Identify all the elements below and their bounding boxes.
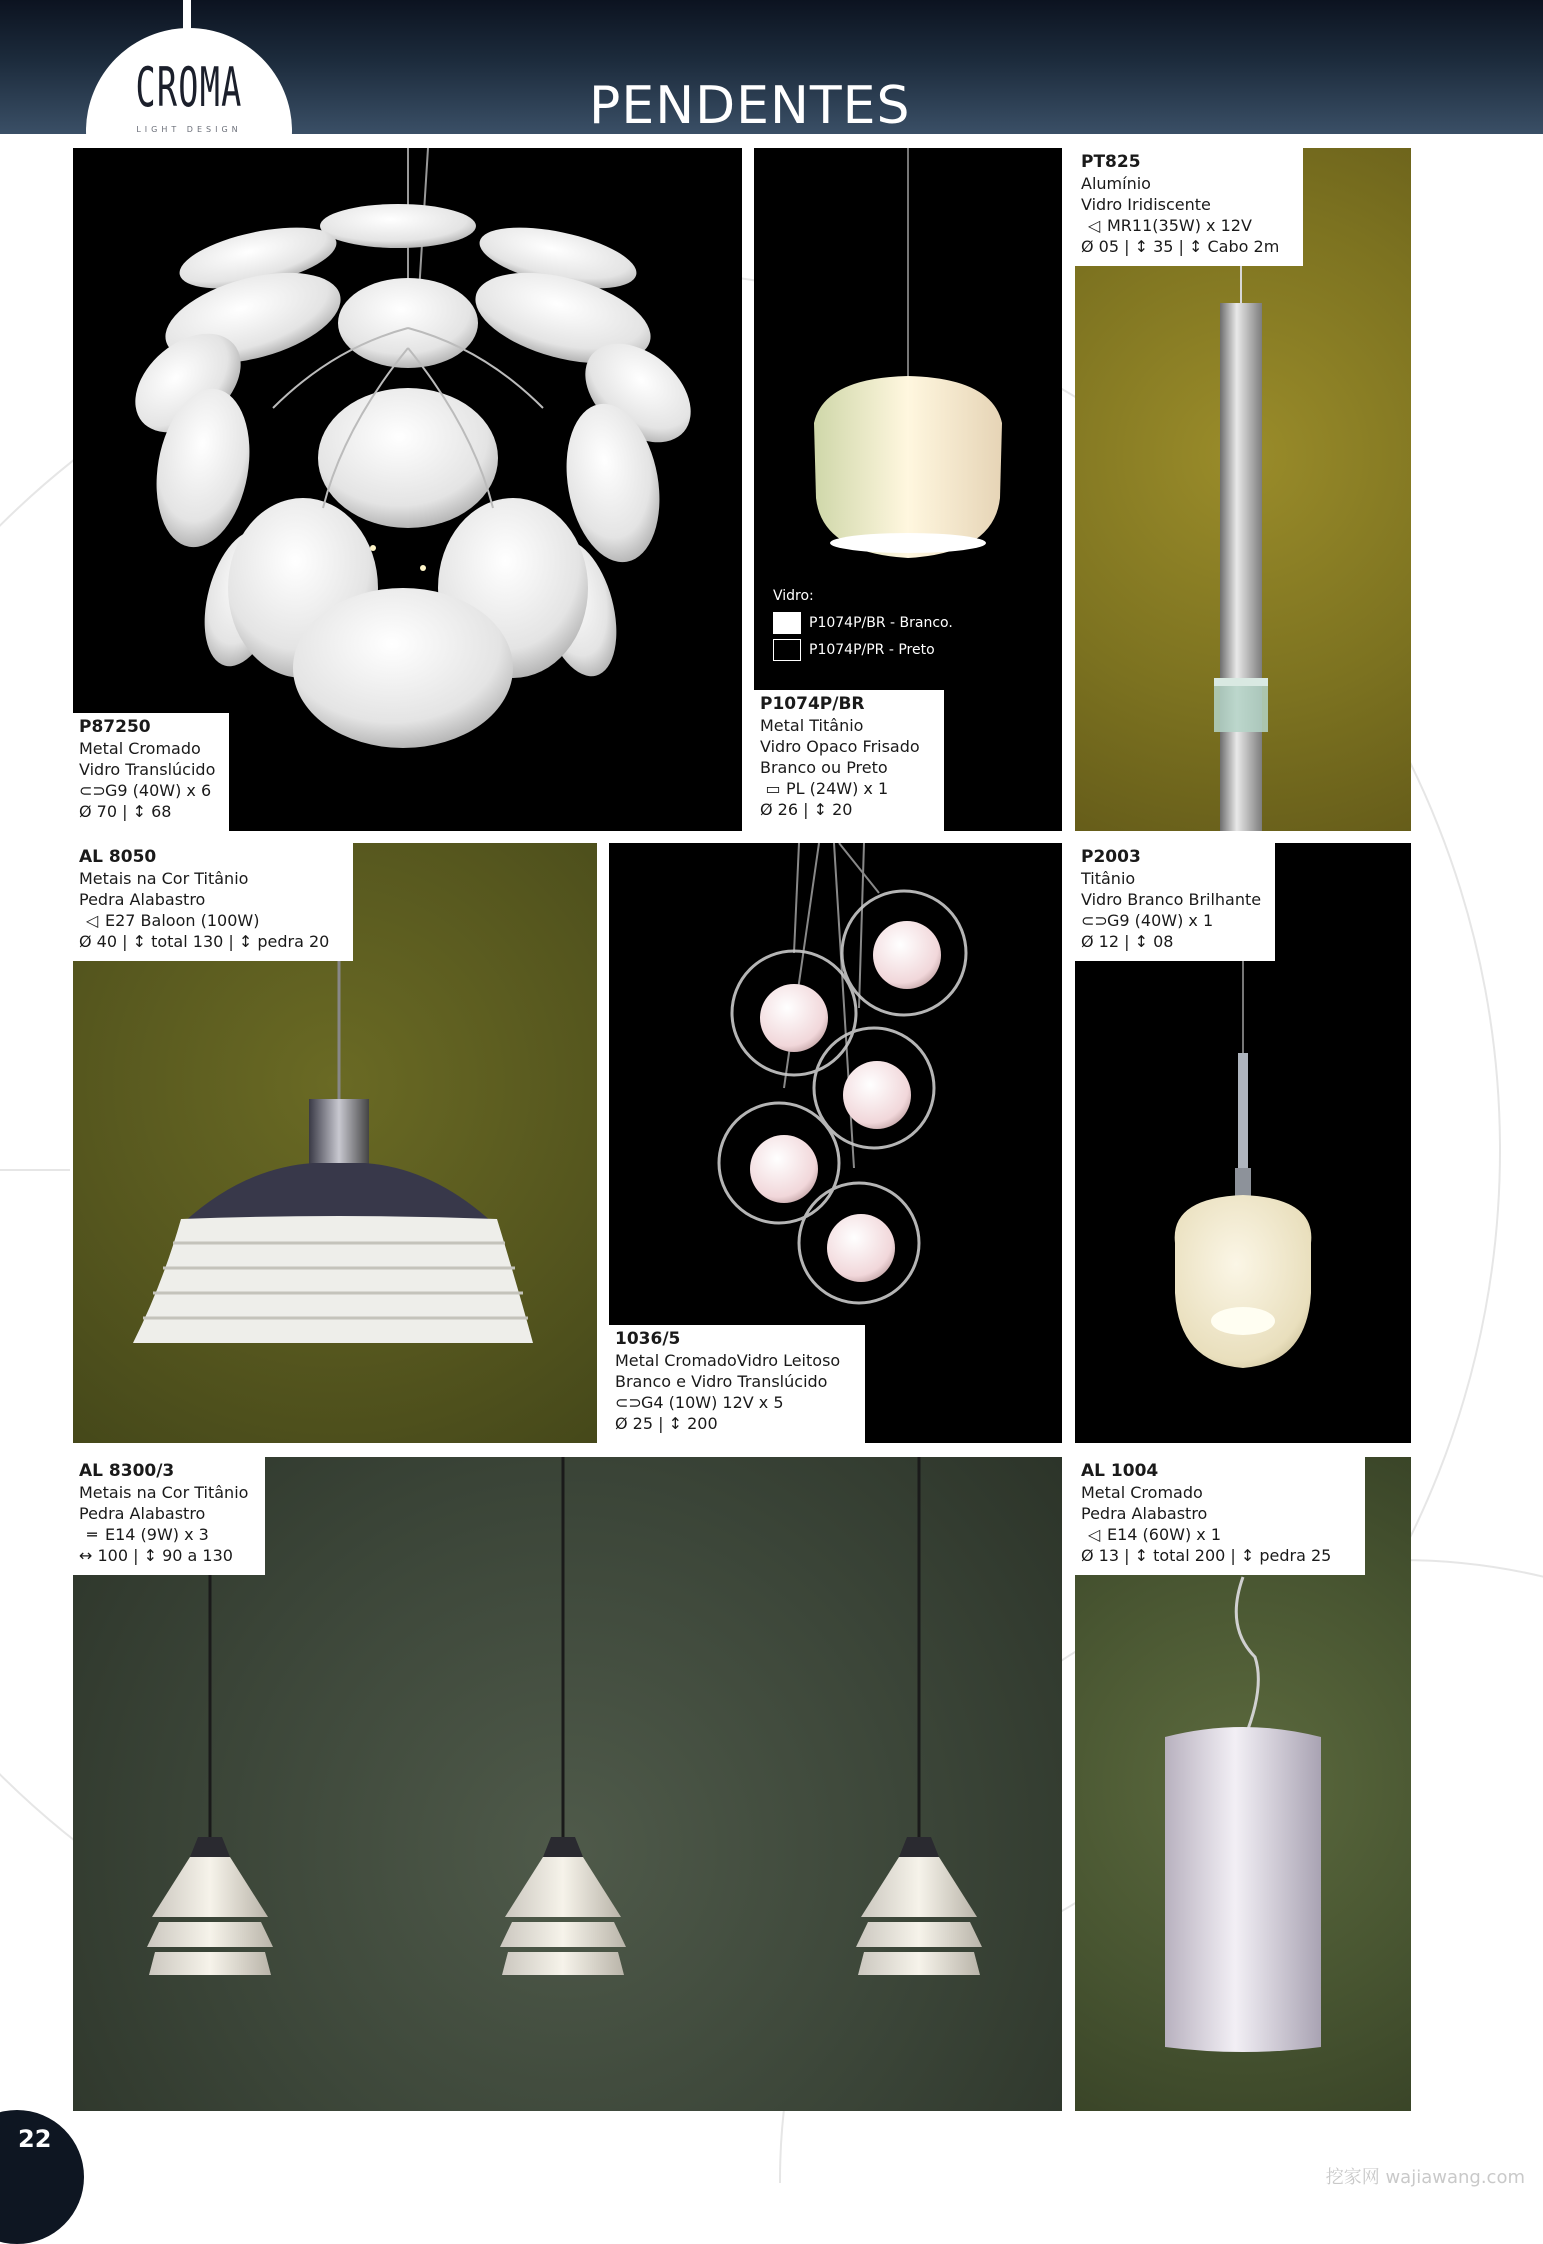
material-line: Vidro Opaco Frisado [760,737,920,756]
dimension-spec: Ø 13 | ↕ total 200 | ↕ pedra 25 [1081,1546,1332,1565]
material-line: Vidro Translúcido [79,760,216,779]
product-code: P1074P/BR [760,694,865,714]
spec-p1074p [754,690,944,831]
lamp-spec: G9 (40W) x 6 [105,781,212,800]
page-title: PENDENTES [589,76,911,136]
bulb-icon: ◁ [85,911,99,930]
vidro-title: Vidro: [773,588,814,604]
spec-p87250 [73,713,229,831]
lamp-spec: MR11(35W) x 12V [1107,216,1252,235]
dimension-spec: Ø 40 | ↕ total 130 | ↕ pedra 20 [79,932,330,951]
material-line: Pedra Alabastro [79,890,206,909]
material-line: Branco ou Preto [760,758,888,777]
reflector-icon: ◁ [1087,216,1101,235]
spec-1036-5 [609,1325,865,1443]
lamp-spec: PL (24W) x 1 [786,779,889,798]
product-code: P87250 [79,717,151,737]
material-line: Metal Titânio [760,716,864,735]
swatch-black [773,639,801,661]
vidro-option: P1074P/BR - Branco. [809,615,953,631]
lamp-spec: G4 (10W) 12V x 5 [641,1393,784,1412]
product-code: PT825 [1081,152,1141,172]
product-code: AL 8300/3 [79,1461,175,1481]
vidro-option: P1074P/PR - Preto [809,642,935,658]
dimension-spec: Ø 05 | ↕ 35 | ↕ Cabo 2m [1081,237,1280,256]
bi-pin-icon: ⊂⊃ [615,1393,642,1412]
brand-tagline: LIGHT DESIGN [136,125,242,134]
product-code: P2003 [1081,847,1141,867]
dimension-spec: Ø 12 | ↕ 08 [1081,932,1174,951]
material-line: Pedra Alabastro [1081,1504,1208,1523]
lamp-spec: E14 (9W) x 3 [105,1525,209,1544]
spec-p2003 [1075,843,1275,961]
lamp-spec: G9 (40W) x 1 [1107,911,1214,930]
spec-pt825 [1075,148,1303,266]
bi-pin-icon: ⊂⊃ [1081,911,1108,930]
dimension-spec: Ø 25 | ↕ 200 [615,1414,718,1433]
brand-logo: CROMA [135,56,243,119]
tube-lamp-icon: ▭ [765,779,781,798]
bi-pin-icon: ⊂⊃ [79,781,106,800]
spec-al1004 [1075,1457,1365,1575]
product-code: 1036/5 [615,1329,681,1349]
material-line: Titânio [1081,869,1136,888]
watermark: 挖家网 wajiawang.com [1325,2167,1525,2188]
dimension-spec: Ø 26 | ↕ 20 [760,800,853,819]
product-code: AL 1004 [1081,1461,1159,1481]
fluorescent-icon: ═ [87,1525,97,1544]
material-line: Vidro Branco Brilhante [1081,890,1262,909]
material-line: Metais na Cor Titânio [79,1483,249,1502]
material-line: Pedra Alabastro [79,1504,206,1523]
material-line: Alumínio [1081,174,1151,193]
material-line: Vidro Iridiscente [1081,195,1211,214]
material-line: Metal CromadoVidro Leitoso [615,1351,841,1370]
spec-al8300 [73,1457,265,1575]
spec-al8050 [73,843,353,961]
dimension-spec: Ø 70 | ↕ 68 [79,802,172,821]
bulb-icon: ◁ [1087,1525,1101,1544]
dimension-spec: ↔ 100 | ↕ 90 a 130 [79,1546,233,1565]
material-line: Branco e Vidro Translúcido [615,1372,828,1391]
material-line: Metal Cromado [1081,1483,1203,1502]
product-code: AL 8050 [79,847,157,867]
page-number: 22 [18,2125,52,2153]
material-line: Metais na Cor Titânio [79,869,249,888]
swatch-white [773,612,801,634]
vidro-legend [773,583,953,664]
lamp-spec: E14 (60W) x 1 [1107,1525,1222,1544]
lamp-spec: E27 Baloon (100W) [105,911,260,930]
material-line: Metal Cromado [79,739,201,758]
